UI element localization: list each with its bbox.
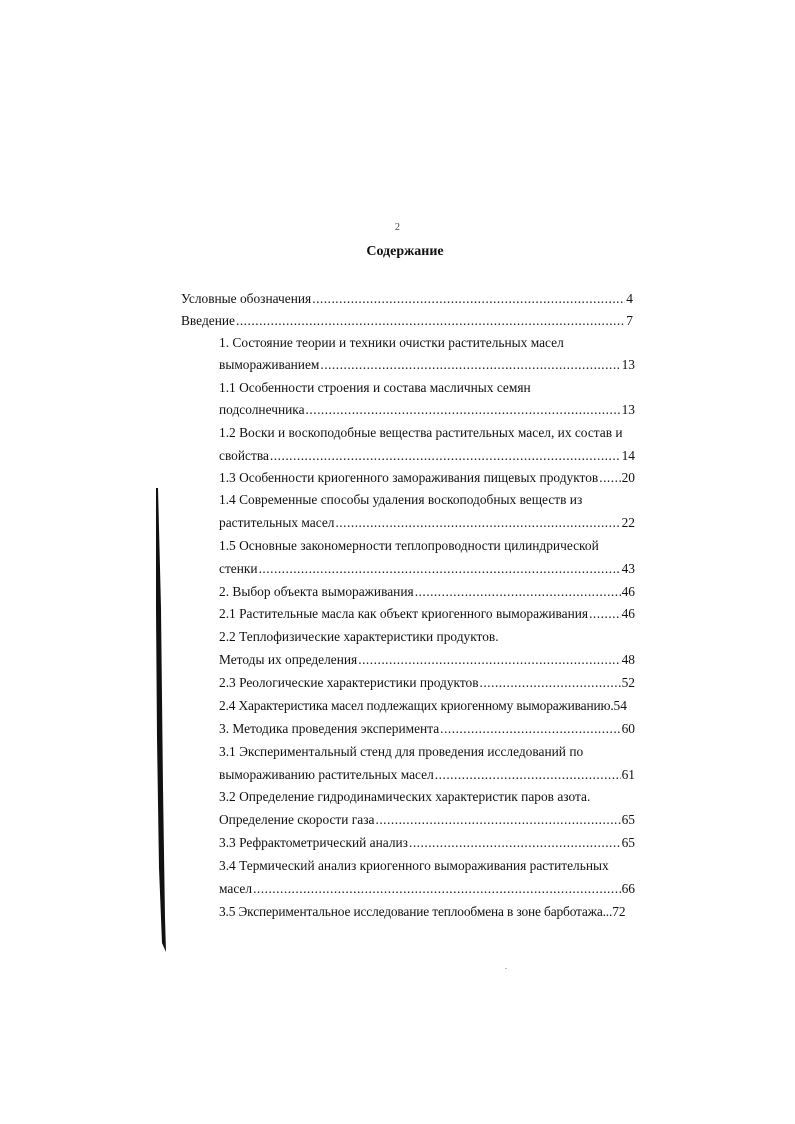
toc-entry-text: 2. Выбор объекта вымораживания xyxy=(219,584,414,599)
toc-entry xyxy=(219,881,635,897)
toc-entry xyxy=(219,744,639,760)
toc-leader xyxy=(253,881,621,897)
toc-entry xyxy=(219,357,635,373)
toc-leader xyxy=(375,812,620,828)
toc-entry-text: 3. Методика проведения эксперимента xyxy=(219,721,440,736)
toc-entry-text: вымораживанием xyxy=(219,357,320,372)
toc-entry-page: 13 xyxy=(621,357,635,372)
toc-entry-page: 65 xyxy=(621,835,635,850)
toc-entry-page: 61 xyxy=(621,767,635,782)
toc-entry-page: 72 xyxy=(612,904,626,919)
toc-entry-text: растительных масел xyxy=(219,515,335,530)
toc-entry-text: масел xyxy=(219,881,253,896)
toc-entry-page: 48 xyxy=(621,652,635,667)
toc-entry-text: 1.1 Особенности строения и состава масличных семян xyxy=(219,380,531,395)
toc-entry xyxy=(219,515,635,531)
toc-entry-page: 7 xyxy=(626,313,633,328)
toc-leader xyxy=(320,357,620,373)
toc-leader xyxy=(589,606,621,622)
toc-entry-page: 46 xyxy=(621,606,635,621)
scan-edge-shadow xyxy=(152,488,166,952)
toc-leader xyxy=(259,561,621,577)
toc-entry xyxy=(219,561,635,577)
toc-entry-page: 60 xyxy=(621,721,635,736)
toc-leader xyxy=(409,835,621,851)
toc-entry-text: 1.4 Современные способы удаления воскоподобных веществ из xyxy=(219,492,583,507)
toc-entry xyxy=(219,470,635,486)
toc-entry xyxy=(219,335,639,351)
toc-entry xyxy=(219,380,639,396)
toc-entry-page: 14 xyxy=(621,448,635,463)
toc-entry-page: 13 xyxy=(621,402,635,417)
toc-entry xyxy=(181,313,633,329)
toc-leader xyxy=(270,448,621,464)
toc-leader xyxy=(236,313,625,329)
toc-entry-page: 46 xyxy=(621,584,635,599)
toc-entry-text: 1.5 Основные закономерности теплопроводности цилиндрической xyxy=(219,538,599,553)
toc-entry-text: Определение скорости газа xyxy=(219,812,375,827)
toc-entry-text: 3.2 Определение гидродинамических характеристик паров азота. xyxy=(219,789,591,804)
toc-entry-text: 1.3 Особенности криогенного замораживания пищевых продуктов xyxy=(219,470,599,485)
toc-entry-page: 66 xyxy=(621,881,635,896)
toc-entry xyxy=(219,698,635,714)
toc-entry xyxy=(219,767,635,783)
toc-leader xyxy=(415,584,621,600)
toc-entry-text: 2.2 Теплофизические характеристики продуктов. xyxy=(219,629,499,644)
toc-entry xyxy=(219,402,635,418)
toc-entry-text: 3.5 Экспериментальное исследование теплообмена в зоне барботажа... xyxy=(219,904,613,919)
toc-entry-text: Методы их определения xyxy=(219,652,358,667)
toc-entry-text: вымораживанию растительных масел xyxy=(219,767,434,782)
scan-speck xyxy=(505,968,507,969)
toc-entry-page: 4 xyxy=(626,291,633,306)
toc-entry xyxy=(219,835,635,851)
toc-entry-text: 1. Состояние теории и техники очистки растительных масел xyxy=(219,335,564,350)
toc-entry-text: Условные обозначения xyxy=(181,291,312,306)
toc-entry-page: 54 xyxy=(613,698,627,713)
toc-entry xyxy=(219,812,635,828)
toc-entry-text: 2.3 Реологические характеристики продуктов xyxy=(219,675,479,690)
toc-entry xyxy=(219,448,635,464)
toc-entry-text: 2.4 Характеристика масел подлежащих криогенному вымораживанию. xyxy=(219,698,614,713)
toc-entry-text: 2.1 Растительные масла как объект криогенного вымораживания xyxy=(219,606,589,621)
toc-leader xyxy=(306,402,621,418)
toc-entry xyxy=(181,291,633,307)
toc-entry xyxy=(219,492,639,508)
toc-entry-page: 20 xyxy=(621,470,635,485)
toc-title: Содержание xyxy=(366,244,444,259)
toc-entry xyxy=(219,858,639,874)
toc-leader xyxy=(440,721,620,737)
toc-entry-text: 3.4 Термический анализ криогенного вымораживания растительных xyxy=(219,858,609,873)
page-number: 2 xyxy=(395,222,400,233)
toc-leader xyxy=(599,470,620,486)
toc-entry-text: свойства xyxy=(219,448,269,463)
toc-entry xyxy=(219,652,635,668)
toc-entry xyxy=(219,904,639,920)
toc-entry-page: 43 xyxy=(621,561,635,576)
toc-entry xyxy=(219,584,635,600)
toc-entry xyxy=(219,789,639,805)
toc-leader xyxy=(312,291,625,307)
toc-entry-text: стенки xyxy=(219,561,258,576)
toc-entry-page: 65 xyxy=(621,812,635,827)
toc-leader xyxy=(480,675,621,691)
toc-entry xyxy=(219,425,639,441)
toc-entry-text: подсолнечника xyxy=(219,402,305,417)
toc-entry-text: Введение xyxy=(181,313,235,328)
toc-entry-page: 52 xyxy=(621,675,635,690)
toc-leader xyxy=(335,515,620,531)
toc-entry-text: 3.3 Рефрактометрический анализ xyxy=(219,835,408,850)
toc-leader xyxy=(358,652,620,668)
toc-entry xyxy=(219,675,635,691)
toc-entry-page: 22 xyxy=(621,515,635,530)
toc-leader xyxy=(435,767,621,783)
toc-entry xyxy=(219,606,635,622)
toc-entry xyxy=(219,721,635,737)
toc-entry xyxy=(219,629,639,645)
toc-entry xyxy=(219,538,639,554)
toc-entry-text: 3.1 Экспериментальный стенд для проведения исследований по xyxy=(219,744,584,759)
toc-entry-text: 1.2 Воски и воскоподобные вещества растительных масел, их состав и xyxy=(219,425,623,440)
